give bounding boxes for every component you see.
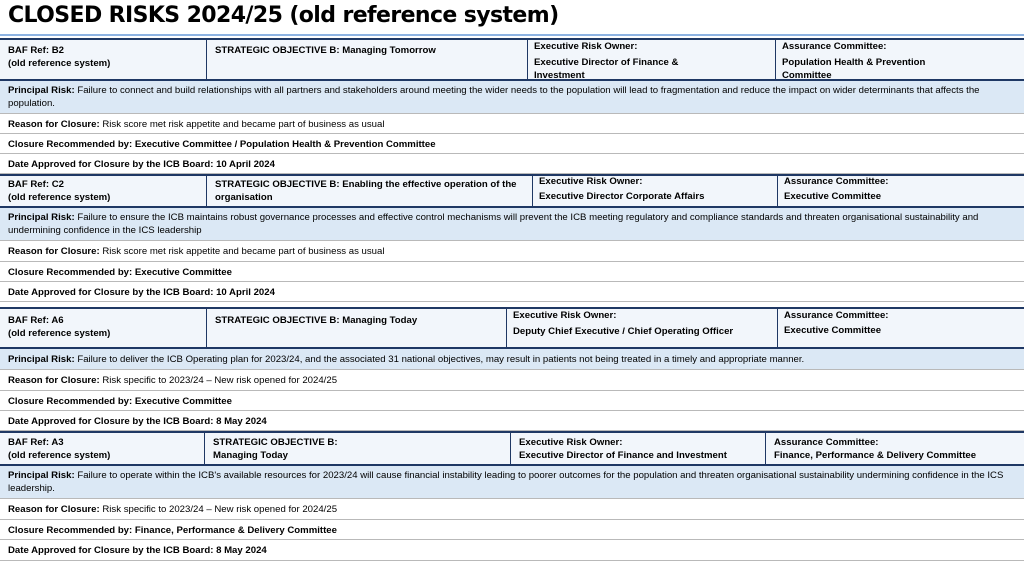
risk-owner: Executive Director of Finance & Investment: [534, 56, 679, 81]
baf-ref-cell: [0, 433, 205, 464]
baf-ref: BAF Ref: B2: [8, 45, 64, 56]
risk-owner-label: Executive Risk Owner:: [519, 437, 623, 448]
principal-risk-row: [0, 466, 1024, 499]
recommended-row: [0, 391, 1024, 411]
principal-risk-label: Principal Risk:: [8, 85, 75, 96]
risk-owner-cell: [533, 176, 778, 206]
baf-ref: BAF Ref: A3: [8, 437, 64, 448]
baf-ref: BAF Ref: C2: [8, 179, 64, 190]
risk-owner-label: Executive Risk Owner:: [539, 176, 643, 187]
title-divider: [0, 34, 1024, 36]
reason-row: [0, 370, 1024, 391]
risk-owner-cell: [511, 433, 766, 464]
assurance-committee-label: Assurance Committee:: [774, 437, 879, 448]
risk-owner: Executive Director Corporate Affairs: [539, 190, 705, 202]
risk-block-b2: [0, 38, 1024, 174]
recommended-row: [0, 520, 1024, 540]
risk-block-c2: [0, 174, 1024, 302]
principal-risk-row: [0, 81, 1024, 114]
risk-header-row: [0, 174, 1024, 208]
assurance-committee-cell: [778, 176, 1024, 206]
baf-ref-cell: [0, 176, 207, 206]
reason-row: [0, 499, 1024, 520]
recommended-row: [0, 262, 1024, 282]
reason-text: Risk score met risk appetite and became part of business as usual: [102, 246, 385, 257]
reason-text: Risk score met risk appetite and became part of business as usual: [102, 119, 385, 130]
principal-risk-label: Principal Risk:: [8, 354, 75, 365]
reason-label: Reason for Closure:: [8, 375, 100, 386]
old-reference-note: (old reference system): [8, 449, 111, 461]
closure-recommended: Closure Recommended by: Executive Committee / Population Health & Prevention Committee: [8, 139, 436, 150]
assurance-committee-cell: [776, 40, 1024, 79]
risk-owner-cell: [507, 309, 778, 347]
date-approved: Date Approved for Closure by the ICB Board: 10 April 2024: [8, 287, 275, 298]
date-approved: Date Approved for Closure by the ICB Board: 8 May 2024: [8, 545, 267, 556]
principal-risk-row: [0, 349, 1024, 370]
assurance-committee-label: Assurance Committee:: [782, 41, 887, 52]
principal-risk-label: Principal Risk:: [8, 212, 75, 223]
baf-ref-cell: [0, 40, 207, 79]
risk-header-row: [0, 307, 1024, 349]
old-reference-note: (old reference system): [8, 327, 111, 339]
risk-block-a6: [0, 307, 1024, 431]
page-title: CLOSED RISKS 2024/25 (old reference system): [8, 3, 559, 28]
approved-row: [0, 411, 1024, 431]
baf-ref: BAF Ref: A6: [8, 315, 64, 326]
risk-owner-label: Executive Risk Owner:: [513, 310, 617, 321]
strategic-objective: STRATEGIC OBJECTIVE B: Managing Today: [207, 309, 507, 347]
assurance-committee-label: Assurance Committee:: [784, 310, 889, 321]
approved-row: [0, 540, 1024, 561]
recommended-row: [0, 134, 1024, 154]
principal-risk-label: Principal Risk:: [8, 470, 75, 481]
principal-risk-text: Failure to ensure the ICB maintains robust governance processes and effective control mechanisms will prevent the ICB meeting regulatory and compliance standards and threaten organisational sustainability and undermining confidence in the ICS leadership: [8, 212, 979, 236]
old-reference-note: (old reference system): [8, 57, 111, 69]
reason-row: [0, 241, 1024, 262]
principal-risk-text: Failure to deliver the ICB Operating plan for 2023/24, and the associated 31 national objectives, may result in patients not being treated in a timely and appropriate manner.: [77, 354, 805, 365]
baf-ref-cell: [0, 309, 207, 347]
closure-recommended: Closure Recommended by: Executive Committee: [8, 267, 232, 278]
reason-label: Reason for Closure:: [8, 119, 100, 130]
strategic-objective: STRATEGIC OBJECTIVE B: Enabling the effective operation of the organisation: [207, 176, 533, 206]
risk-owner: Deputy Chief Executive / Chief Operating Officer: [513, 325, 734, 337]
old-reference-note: (old reference system): [8, 191, 111, 203]
risk-owner-cell: [528, 40, 776, 79]
risk-block-a3: [0, 431, 1024, 561]
reason-row: [0, 114, 1024, 134]
approved-row: [0, 154, 1024, 174]
assurance-committee-label: Assurance Committee:: [784, 176, 889, 187]
reason-text: Risk specific to 2023/24 – New risk opened for 2024/25: [102, 504, 338, 515]
assurance-committee-cell: [778, 309, 1024, 347]
approved-row: [0, 282, 1024, 302]
strategic-objective: STRATEGIC OBJECTIVE B: Managing Tomorrow: [207, 40, 528, 79]
principal-risk-text: Failure to connect and build relationships with all partners and stakeholders around meeting the wider needs to the population will lead to fragmentation and reduce the impact on wider determinants that affects the population.: [8, 85, 980, 109]
date-approved: Date Approved for Closure by the ICB Board: 10 April 2024: [8, 159, 275, 170]
reason-text: Risk specific to 2023/24 – New risk opened for 2024/25: [102, 375, 338, 386]
strategic-objective: STRATEGIC OBJECTIVE B: Managing Today: [205, 433, 511, 464]
risk-header-row: [0, 431, 1024, 466]
principal-risk-text: Failure to operate within the ICB's available resources for 2023/24 will cause financial instability leading to poorer outcomes for the population and threaten organisational sustainability undermining confidence in the ICS leadership.: [8, 470, 1004, 494]
risk-owner: Executive Director of Finance and Investment: [519, 449, 727, 461]
date-approved: Date Approved for Closure by the ICB Board: 8 May 2024: [8, 416, 267, 427]
assurance-committee: Executive Committee: [784, 324, 882, 336]
assurance-committee: Executive Committee: [784, 190, 882, 202]
reason-label: Reason for Closure:: [8, 504, 100, 515]
reason-label: Reason for Closure:: [8, 246, 100, 257]
assurance-committee: Population Health & Prevention Committee: [782, 56, 926, 81]
risk-header-row: [0, 38, 1024, 81]
assurance-committee: Finance, Performance & Delivery Committee: [774, 449, 977, 461]
principal-risk-row: [0, 208, 1024, 241]
closure-recommended: Closure Recommended by: Finance, Performance & Delivery Committee: [8, 525, 337, 536]
assurance-committee-cell: [766, 433, 1024, 464]
closure-recommended: Closure Recommended by: Executive Committee: [8, 396, 232, 407]
risk-owner-label: Executive Risk Owner:: [534, 41, 638, 52]
